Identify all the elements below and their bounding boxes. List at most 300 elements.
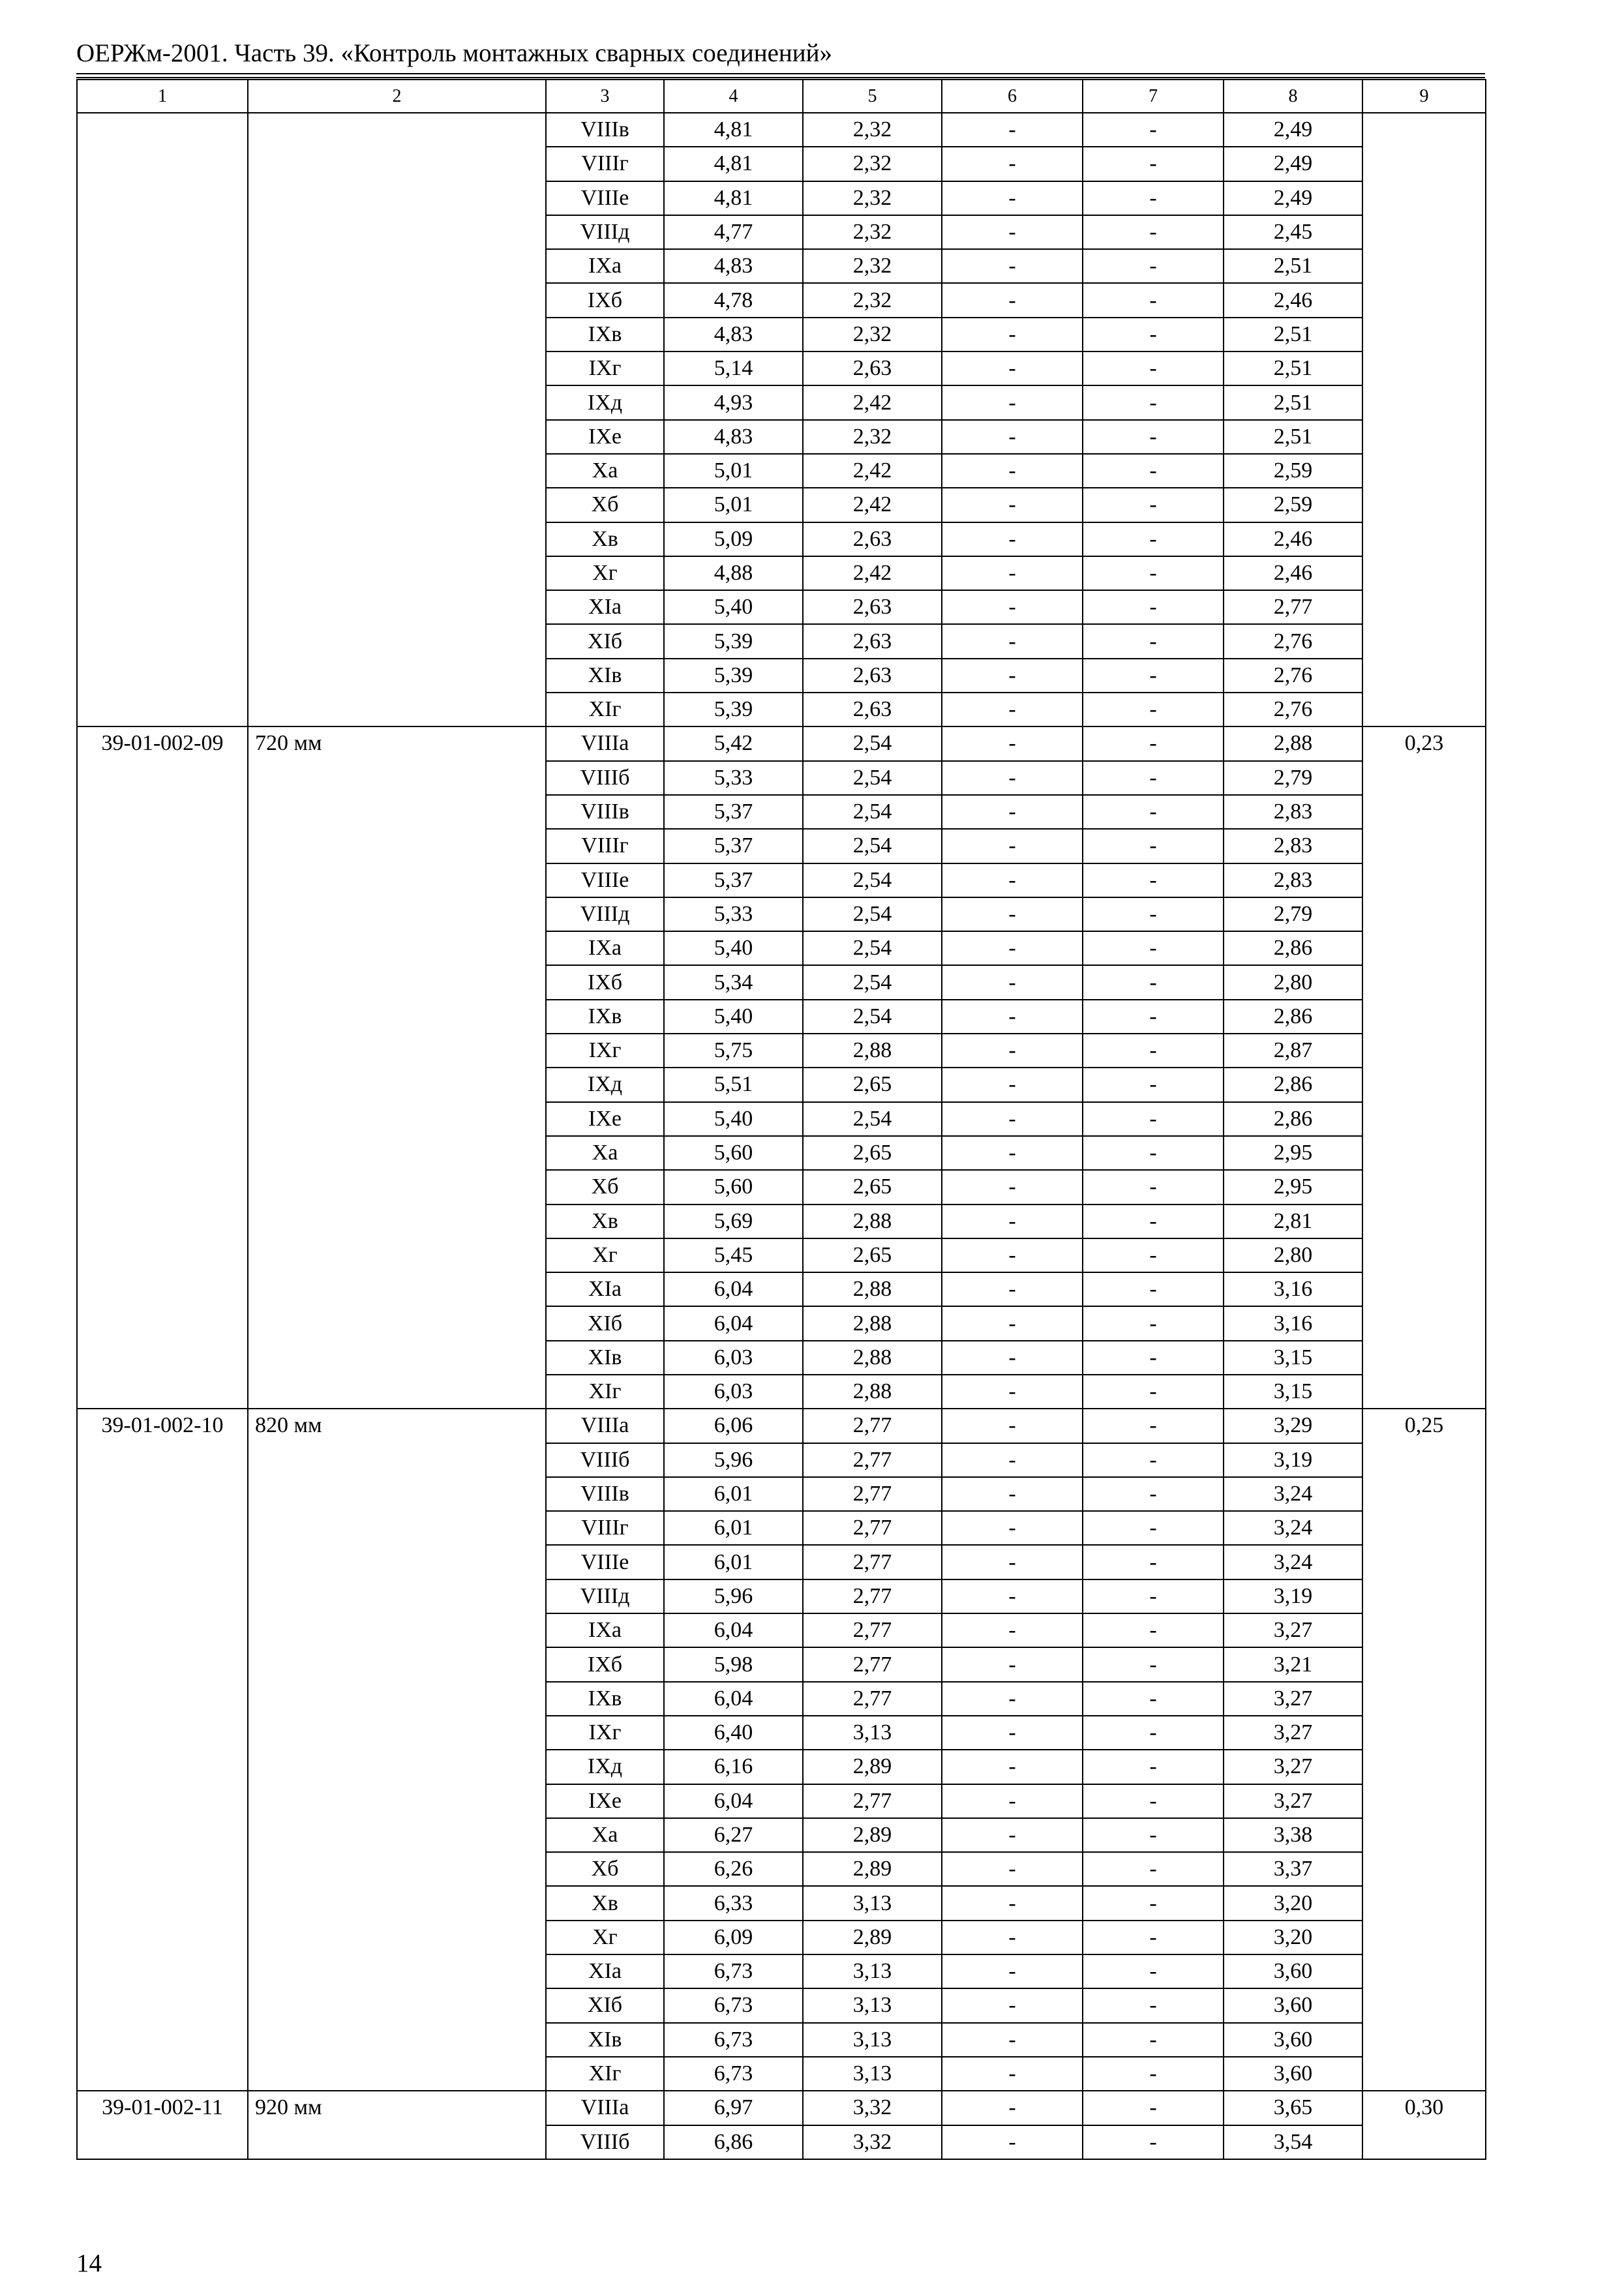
col8-cell: 2,86 (1224, 1102, 1362, 1136)
col5-cell: 2,88 (803, 1272, 942, 1306)
category-cell: IXа (546, 1613, 664, 1647)
col8-cell: 3,27 (1224, 1750, 1362, 1784)
col8-cell: 2,87 (1224, 1034, 1362, 1068)
col8-cell: 3,38 (1224, 1818, 1362, 1852)
col7-cell: - (1083, 249, 1224, 283)
rate-code-cell: 39-01-002-11 (77, 2091, 248, 2159)
category-cell: VIIIб (546, 761, 664, 795)
col5-cell: 2,65 (803, 1068, 942, 1101)
col5-cell: 3,13 (803, 2023, 942, 2057)
col7-cell: - (1083, 1716, 1224, 1750)
col5-cell: 2,63 (803, 352, 942, 385)
col9-cell: 0,30 (1362, 2091, 1486, 2159)
col5-cell: 2,54 (803, 931, 942, 965)
category-cell: VIIIд (546, 215, 664, 249)
col5-cell: 2,54 (803, 897, 942, 931)
col6-cell: - (942, 1409, 1083, 1443)
col7-cell: - (1083, 1613, 1224, 1647)
col6-cell: - (942, 283, 1083, 317)
category-cell: XIб (546, 624, 664, 658)
col7-cell: - (1083, 1886, 1224, 1920)
col8-cell: 2,83 (1224, 863, 1362, 897)
col4-cell: 6,04 (664, 1272, 803, 1306)
col5-cell: 2,63 (803, 624, 942, 658)
col5-cell: 3,32 (803, 2091, 942, 2125)
col4-cell: 4,78 (664, 283, 803, 317)
col7-cell: - (1083, 931, 1224, 965)
category-cell: VIIIг (546, 147, 664, 181)
col4-cell: 4,83 (664, 318, 803, 352)
col7-cell: - (1083, 181, 1224, 215)
col6-cell: - (942, 1136, 1083, 1170)
table-row (77, 2091, 1486, 2125)
col6-cell: - (942, 522, 1083, 556)
col8-cell: 3,24 (1224, 1545, 1362, 1579)
col5-cell: 2,63 (803, 590, 942, 624)
col8-cell: 2,49 (1224, 181, 1362, 215)
table-body (77, 80, 1486, 2159)
col8-cell: 2,77 (1224, 590, 1362, 624)
category-cell: IXг (546, 1716, 664, 1750)
col8-cell: 3,37 (1224, 1852, 1362, 1886)
col4-cell: 5,42 (664, 726, 803, 760)
col5-cell: 2,65 (803, 1238, 942, 1272)
col6-cell: - (942, 181, 1083, 215)
col6-cell: - (942, 2057, 1083, 2091)
col4-cell: 4,77 (664, 215, 803, 249)
col5-cell: 2,77 (803, 1682, 942, 1716)
category-cell: IXа (546, 249, 664, 283)
col8-cell: 3,19 (1224, 1579, 1362, 1613)
col7-cell: - (1083, 1818, 1224, 1852)
col7-cell: - (1083, 385, 1224, 419)
col4-cell: 6,01 (664, 1477, 803, 1511)
col6-cell: - (942, 1988, 1083, 2022)
col4-cell: 5,60 (664, 1136, 803, 1170)
category-cell: IXв (546, 1000, 664, 1034)
col7-cell: - (1083, 1000, 1224, 1034)
col8-cell: 3,20 (1224, 1886, 1362, 1920)
col4-cell: 5,37 (664, 795, 803, 829)
col6-cell: - (942, 1613, 1083, 1647)
category-cell: IXв (546, 1682, 664, 1716)
col4-cell: 4,81 (664, 181, 803, 215)
col5-cell: 2,54 (803, 829, 942, 863)
col4-cell: 6,04 (664, 1306, 803, 1340)
col7-cell: - (1083, 659, 1224, 693)
col4-cell: 5,69 (664, 1204, 803, 1238)
col8-cell: 3,65 (1224, 2091, 1362, 2125)
col7-cell: - (1083, 1682, 1224, 1716)
col8-cell: 2,51 (1224, 352, 1362, 385)
page-header: ОЕРЖм-2001. Часть 39. «Контроль монтажных сварных соединений» (76, 39, 832, 67)
col7-cell: - (1083, 1443, 1224, 1477)
category-cell: IXд (546, 1750, 664, 1784)
col5-cell: 2,54 (803, 965, 942, 999)
col4-cell: 6,73 (664, 2057, 803, 2091)
category-cell: IXд (546, 385, 664, 419)
page-number: 14 (76, 2249, 102, 2277)
col7-cell: - (1083, 897, 1224, 931)
column-number: 5 (803, 80, 942, 113)
category-cell: Xв (546, 1886, 664, 1920)
col8-cell: 2,80 (1224, 965, 1362, 999)
col5-cell: 2,77 (803, 1443, 942, 1477)
col6-cell: - (942, 1682, 1083, 1716)
category-cell: VIIIг (546, 1511, 664, 1545)
col6-cell: - (942, 1750, 1083, 1784)
col4-cell: 5,01 (664, 454, 803, 488)
category-cell: XIв (546, 659, 664, 693)
category-cell: XIв (546, 2023, 664, 2057)
category-cell: VIIIв (546, 795, 664, 829)
col4-cell: 5,45 (664, 1238, 803, 1272)
col4-cell: 6,73 (664, 2023, 803, 2057)
category-cell: VIIIд (546, 897, 664, 931)
col8-cell: 2,83 (1224, 829, 1362, 863)
col6-cell: - (942, 113, 1083, 147)
col8-cell: 3,60 (1224, 1988, 1362, 2022)
col8-cell: 2,88 (1224, 726, 1362, 760)
col4-cell: 6,16 (664, 1750, 803, 1784)
col5-cell: 2,65 (803, 1170, 942, 1204)
col4-cell: 6,06 (664, 1409, 803, 1443)
col7-cell: - (1083, 590, 1224, 624)
col4-cell: 5,33 (664, 897, 803, 931)
col8-cell: 3,60 (1224, 2023, 1362, 2057)
category-cell: VIIIа (546, 1409, 664, 1443)
col4-cell: 5,40 (664, 931, 803, 965)
col6-cell: - (942, 1102, 1083, 1136)
col8-cell: 3,27 (1224, 1784, 1362, 1818)
col5-cell: 2,77 (803, 1784, 942, 1818)
col7-cell: - (1083, 2125, 1224, 2159)
col8-cell: 2,83 (1224, 795, 1362, 829)
category-cell: Xа (546, 1136, 664, 1170)
col6-cell: - (942, 2125, 1083, 2159)
col5-cell: 3,13 (803, 1716, 942, 1750)
col6-cell: - (942, 1579, 1083, 1613)
col7-cell: - (1083, 1988, 1224, 2022)
col4-cell: 6,09 (664, 1921, 803, 1954)
col5-cell: 3,13 (803, 1954, 942, 1988)
category-cell: VIIIб (546, 1443, 664, 1477)
col7-cell: - (1083, 1375, 1224, 1409)
category-cell: Xб (546, 1170, 664, 1204)
col8-cell: 2,51 (1224, 318, 1362, 352)
col5-cell: 3,13 (803, 2057, 942, 2091)
category-cell: XIб (546, 1988, 664, 2022)
col4-cell: 5,40 (664, 1102, 803, 1136)
category-cell: VIIIе (546, 181, 664, 215)
col5-cell: 2,88 (803, 1306, 942, 1340)
col5-cell: 2,42 (803, 556, 942, 590)
col8-cell: 3,27 (1224, 1716, 1362, 1750)
col5-cell: 2,32 (803, 215, 942, 249)
category-cell: VIIIа (546, 726, 664, 760)
col7-cell: - (1083, 1921, 1224, 1954)
category-cell: VIIIд (546, 1579, 664, 1613)
col4-cell: 5,33 (664, 761, 803, 795)
rate-code-cell (77, 113, 248, 726)
category-cell: VIIIв (546, 113, 664, 147)
col4-cell: 6,04 (664, 1613, 803, 1647)
col4-cell: 6,73 (664, 1954, 803, 1988)
col7-cell: - (1083, 1170, 1224, 1204)
col8-cell: 2,49 (1224, 147, 1362, 181)
col8-cell: 3,24 (1224, 1511, 1362, 1545)
col7-cell: - (1083, 1784, 1224, 1818)
col5-cell: 2,65 (803, 1136, 942, 1170)
col4-cell: 5,39 (664, 659, 803, 693)
column-number: 6 (942, 80, 1083, 113)
col7-cell: - (1083, 2023, 1224, 2057)
col7-cell: - (1083, 352, 1224, 385)
col7-cell: - (1083, 795, 1224, 829)
col6-cell: - (942, 726, 1083, 760)
col6-cell: - (942, 488, 1083, 522)
col5-cell: 2,88 (803, 1341, 942, 1375)
col7-cell: - (1083, 1306, 1224, 1340)
col8-cell: 2,46 (1224, 522, 1362, 556)
col6-cell: - (942, 1034, 1083, 1068)
table-row (77, 726, 1486, 760)
category-cell: Xв (546, 1204, 664, 1238)
column-number: 4 (664, 80, 803, 113)
col6-cell: - (942, 1784, 1083, 1818)
col7-cell: - (1083, 1238, 1224, 1272)
col7-cell: - (1083, 693, 1224, 726)
category-cell: IXг (546, 1034, 664, 1068)
col8-cell: 3,27 (1224, 1682, 1362, 1716)
col8-cell: 3,16 (1224, 1306, 1362, 1340)
column-number-row (77, 80, 1486, 113)
category-cell: Xб (546, 1852, 664, 1886)
col7-cell: - (1083, 1579, 1224, 1613)
col8-cell: 2,95 (1224, 1136, 1362, 1170)
col8-cell: 2,51 (1224, 249, 1362, 283)
col6-cell: - (942, 1238, 1083, 1272)
category-cell: Xа (546, 454, 664, 488)
col4-cell: 6,27 (664, 1818, 803, 1852)
col8-cell: 2,46 (1224, 556, 1362, 590)
col6-cell: - (942, 795, 1083, 829)
col8-cell: 2,81 (1224, 1204, 1362, 1238)
col6-cell: - (942, 761, 1083, 795)
col7-cell: - (1083, 1034, 1224, 1068)
col6-cell: - (942, 897, 1083, 931)
col6-cell: - (942, 1068, 1083, 1101)
col7-cell: - (1083, 556, 1224, 590)
rate-code-cell: 39-01-002-10 (77, 1409, 248, 2091)
col6-cell: - (942, 2023, 1083, 2057)
col4-cell: 6,04 (664, 1784, 803, 1818)
col7-cell: - (1083, 624, 1224, 658)
col6-cell: - (942, 1852, 1083, 1886)
column-number: 3 (546, 80, 664, 113)
category-cell: Xб (546, 488, 664, 522)
col4-cell: 6,97 (664, 2091, 803, 2125)
col5-cell: 2,32 (803, 318, 942, 352)
col6-cell: - (942, 1443, 1083, 1477)
col4-cell: 5,01 (664, 488, 803, 522)
col4-cell: 6,26 (664, 1852, 803, 1886)
pipe-diameter-cell (248, 113, 546, 726)
col4-cell: 5,40 (664, 590, 803, 624)
col5-cell: 2,54 (803, 1102, 942, 1136)
col5-cell: 3,32 (803, 2125, 942, 2159)
col4-cell: 6,73 (664, 1988, 803, 2022)
category-cell: IXе (546, 420, 664, 454)
col8-cell: 3,16 (1224, 1272, 1362, 1306)
col4-cell: 6,01 (664, 1511, 803, 1545)
col5-cell: 2,77 (803, 1409, 942, 1443)
col4-cell: 4,93 (664, 385, 803, 419)
col4-cell: 5,39 (664, 693, 803, 726)
col5-cell: 2,63 (803, 659, 942, 693)
col7-cell: - (1083, 2057, 1224, 2091)
col8-cell: 2,51 (1224, 420, 1362, 454)
category-cell: IXа (546, 931, 664, 965)
category-cell: IXб (546, 965, 664, 999)
col6-cell: - (942, 1477, 1083, 1511)
col7-cell: - (1083, 454, 1224, 488)
col4-cell: 6,01 (664, 1545, 803, 1579)
column-number: 9 (1362, 80, 1486, 113)
col4-cell: 5,96 (664, 1579, 803, 1613)
col4-cell: 4,83 (664, 249, 803, 283)
col4-cell: 5,40 (664, 1000, 803, 1034)
col7-cell: - (1083, 1852, 1224, 1886)
category-cell: Xг (546, 1238, 664, 1272)
col6-cell: - (942, 454, 1083, 488)
col5-cell: 2,54 (803, 795, 942, 829)
col5-cell: 2,77 (803, 1579, 942, 1613)
col4-cell: 6,04 (664, 1682, 803, 1716)
col6-cell: - (942, 1306, 1083, 1340)
col5-cell: 2,89 (803, 1921, 942, 1954)
category-cell: IXв (546, 318, 664, 352)
category-cell: XIа (546, 1272, 664, 1306)
col5-cell: 2,77 (803, 1613, 942, 1647)
col7-cell: - (1083, 420, 1224, 454)
col7-cell: - (1083, 1477, 1224, 1511)
col7-cell: - (1083, 1068, 1224, 1101)
col8-cell: 2,76 (1224, 624, 1362, 658)
col8-cell: 2,51 (1224, 385, 1362, 419)
col7-cell: - (1083, 318, 1224, 352)
category-cell: IXб (546, 283, 664, 317)
col4-cell: 4,81 (664, 147, 803, 181)
col4-cell: 5,09 (664, 522, 803, 556)
col5-cell: 2,32 (803, 113, 942, 147)
col8-cell: 2,86 (1224, 1068, 1362, 1101)
col8-cell: 2,46 (1224, 283, 1362, 317)
col6-cell: - (942, 1511, 1083, 1545)
col6-cell: - (942, 863, 1083, 897)
col9-cell: 0,23 (1362, 726, 1486, 1409)
column-number: 8 (1224, 80, 1362, 113)
category-cell: Xг (546, 1921, 664, 1954)
col7-cell: - (1083, 1272, 1224, 1306)
col6-cell: - (942, 2091, 1083, 2125)
col5-cell: 2,42 (803, 488, 942, 522)
col6-cell: - (942, 385, 1083, 419)
category-cell: VIIIг (546, 829, 664, 863)
col5-cell: 3,13 (803, 1886, 942, 1920)
col6-cell: - (942, 829, 1083, 863)
col4-cell: 4,83 (664, 420, 803, 454)
pipe-diameter-cell: 820 мм (248, 1409, 546, 2091)
col4-cell: 6,86 (664, 2125, 803, 2159)
col5-cell: 3,13 (803, 1988, 942, 2022)
col8-cell: 2,76 (1224, 659, 1362, 693)
category-cell: XIг (546, 693, 664, 726)
category-cell: IXд (546, 1068, 664, 1101)
category-cell: XIа (546, 590, 664, 624)
col8-cell: 2,95 (1224, 1170, 1362, 1204)
col7-cell: - (1083, 283, 1224, 317)
col8-cell: 3,20 (1224, 1921, 1362, 1954)
col7-cell: - (1083, 1511, 1224, 1545)
col7-cell: - (1083, 726, 1224, 760)
col8-cell: 3,29 (1224, 1409, 1362, 1443)
category-cell: VIIIа (546, 2091, 664, 2125)
col6-cell: - (942, 1272, 1083, 1306)
col6-cell: - (942, 1170, 1083, 1204)
col6-cell: - (942, 1341, 1083, 1375)
col4-cell: 6,03 (664, 1341, 803, 1375)
col5-cell: 2,42 (803, 454, 942, 488)
col5-cell: 2,77 (803, 1477, 942, 1511)
col6-cell: - (942, 931, 1083, 965)
table-row (77, 113, 1486, 147)
col6-cell: - (942, 1716, 1083, 1750)
category-cell: Xа (546, 1818, 664, 1852)
col5-cell: 2,89 (803, 1818, 942, 1852)
category-cell: VIIIе (546, 863, 664, 897)
col4-cell: 5,14 (664, 352, 803, 385)
col8-cell: 2,86 (1224, 931, 1362, 965)
col5-cell: 2,54 (803, 1000, 942, 1034)
col8-cell: 3,15 (1224, 1341, 1362, 1375)
col4-cell: 5,60 (664, 1170, 803, 1204)
col4-cell: 5,51 (664, 1068, 803, 1101)
col5-cell: 2,32 (803, 147, 942, 181)
table-row (77, 1409, 1486, 1443)
category-cell: IXг (546, 352, 664, 385)
col7-cell: - (1083, 1102, 1224, 1136)
col6-cell: - (942, 1204, 1083, 1238)
col5-cell: 2,88 (803, 1204, 942, 1238)
category-cell: Xг (546, 556, 664, 590)
col5-cell: 2,88 (803, 1375, 942, 1409)
col6-cell: - (942, 1886, 1083, 1920)
col4-cell: 5,75 (664, 1034, 803, 1068)
col5-cell: 2,54 (803, 761, 942, 795)
col6-cell: - (942, 590, 1083, 624)
col7-cell: - (1083, 761, 1224, 795)
col8-cell: 3,60 (1224, 2057, 1362, 2091)
col8-cell: 2,80 (1224, 1238, 1362, 1272)
col4-cell: 5,37 (664, 863, 803, 897)
col6-cell: - (942, 318, 1083, 352)
col5-cell: 2,77 (803, 1511, 942, 1545)
col5-cell: 2,77 (803, 1647, 942, 1681)
col7-cell: - (1083, 1136, 1224, 1170)
category-cell: IXб (546, 1647, 664, 1681)
col6-cell: - (942, 693, 1083, 726)
